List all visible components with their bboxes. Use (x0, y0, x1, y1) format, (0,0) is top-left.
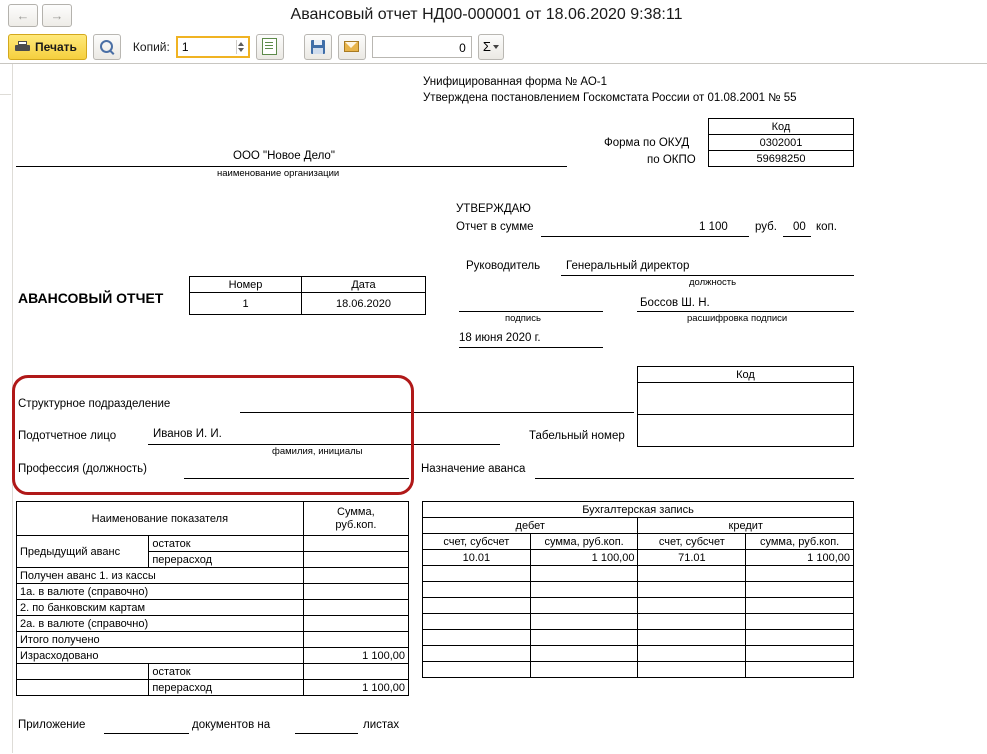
gutter-marker (0, 64, 11, 95)
sum-header-line1: Сумма, (337, 505, 375, 518)
credit-header: кредит (638, 518, 854, 534)
debit-account (423, 598, 531, 614)
table-row (423, 646, 854, 662)
debit-sum (530, 566, 638, 582)
attachment-rule (104, 733, 189, 734)
page-number-field[interactable]: 0 (372, 36, 472, 58)
code2-table (637, 366, 854, 447)
code-header: Код (709, 119, 854, 135)
debit-account (423, 662, 531, 678)
report-sum-value: 1 100 (699, 221, 728, 233)
back-arrow-icon: ← (16, 7, 30, 23)
debit-header: дебет (423, 518, 638, 534)
purpose-label: Назначение аванса (421, 463, 526, 475)
debit-sum (530, 630, 638, 646)
credit-sum (746, 646, 854, 662)
row-value (303, 536, 408, 552)
subdivision-rule (240, 412, 634, 413)
row-value (303, 600, 408, 616)
forward-button[interactable] (42, 4, 72, 27)
copies-label: Копий: (132, 39, 170, 54)
row-sublabel: перерасход (149, 680, 303, 696)
signature-rule (459, 311, 603, 312)
profession-rule (184, 478, 409, 479)
stepper-down-icon[interactable] (238, 48, 244, 52)
row-sublabel: остаток (149, 664, 303, 680)
head-position: Генеральный директор (566, 260, 690, 272)
head-position-rule (561, 275, 854, 276)
table-row (423, 598, 854, 614)
sign-caption: подпись (505, 313, 541, 324)
debit-account (423, 614, 531, 630)
credit-sum (746, 662, 854, 678)
rub-label: руб. (755, 221, 777, 233)
report-sum-label: Отчет в сумме (456, 221, 534, 233)
table-row (17, 616, 409, 632)
print-preview-button[interactable] (93, 34, 121, 60)
accounting-entry-table (422, 501, 854, 678)
accountable-caption: фамилия, инициалы (272, 446, 363, 457)
stepper-up-icon[interactable] (238, 42, 244, 46)
unified-form-text: Унифицированная форма № АО-1 (423, 76, 608, 88)
sheets-rule (295, 733, 358, 734)
credit-sum (746, 598, 854, 614)
number-date-table (189, 276, 426, 315)
row-label: 2а. в валюте (справочно) (17, 616, 304, 632)
printer-icon (15, 41, 30, 53)
accounting-title: Бухгалтерская запись (423, 502, 854, 518)
save-button[interactable] (304, 34, 332, 60)
print-button[interactable] (8, 34, 87, 60)
table-row (17, 680, 409, 696)
table-row (423, 630, 854, 646)
table-row (17, 648, 409, 664)
debit-sum (530, 646, 638, 662)
debit-account-header: счет, субсчет (423, 534, 531, 550)
credit-sum-header: сумма, руб.коп. (746, 534, 854, 550)
credit-account (638, 614, 746, 630)
table-row (17, 632, 409, 648)
number-value: 1 (190, 293, 302, 315)
document-viewport[interactable] (0, 64, 987, 753)
window-title: Авансовый отчет НД00-000001 от 18.06.2020 9:38:11 (290, 6, 683, 23)
sigma-icon: Σ (482, 39, 491, 54)
date-value: 18.06.2020 (302, 293, 426, 315)
send-mail-button[interactable] (338, 34, 366, 60)
position-caption: должность (689, 277, 737, 288)
indicators-table (16, 501, 409, 696)
sum-header-line2: руб.коп. (335, 518, 377, 531)
okud-label: Форма по ОКУД (604, 137, 690, 149)
table-row (17, 600, 409, 616)
row-label: Предыдущий аванс (17, 536, 149, 568)
row-label: Итого получено (17, 632, 304, 648)
head-name: Боссов Ш. Н. (640, 297, 710, 309)
approve-title: УТВЕРЖДАЮ (456, 203, 531, 215)
accountable-label: Подотчетное лицо (18, 430, 117, 442)
back-button[interactable] (8, 4, 38, 27)
organization-caption: наименование организации (217, 168, 340, 179)
table-row (17, 536, 409, 552)
row-label: Израсходовано (17, 648, 304, 664)
row-label: Получен аванс 1. из кассы (17, 568, 304, 584)
debit-account (423, 646, 531, 662)
debit-sum: 1 100,00 (530, 550, 638, 566)
table-row (17, 584, 409, 600)
debit-sum (530, 598, 638, 614)
row-value (303, 616, 408, 632)
copies-stepper[interactable] (236, 40, 245, 54)
report-sum-rule-1 (541, 236, 749, 237)
accountable-value: Иванов И. И. (153, 428, 222, 440)
edit-document-button[interactable] (256, 34, 284, 60)
forward-arrow-icon: → (50, 7, 64, 23)
save-icon (311, 40, 325, 54)
debit-account (423, 630, 531, 646)
document-date: 18 июня 2020 г. (459, 332, 541, 344)
debit-sum-header: сумма, руб.коп. (530, 534, 638, 550)
credit-account: 71.01 (638, 550, 746, 566)
sheets-label: листах (363, 719, 400, 731)
row-label: 2. по банковским картам (17, 600, 304, 616)
name-decode-caption: расшифровка подписи (687, 313, 788, 324)
row-value (303, 584, 408, 600)
row-value (303, 568, 408, 584)
credit-account (638, 598, 746, 614)
okpo-value: 59698250 (709, 151, 854, 167)
number-header: Номер (190, 277, 302, 293)
table-row (423, 614, 854, 630)
kop-value: 00 (793, 221, 806, 233)
credit-sum (746, 630, 854, 646)
magnifier-icon (100, 40, 113, 53)
attachment-label: Приложение (18, 719, 86, 731)
indicator-header: Наименование показателя (17, 502, 304, 536)
credit-sum: 1 100,00 (746, 550, 854, 566)
debit-account: 10.01 (423, 550, 531, 566)
credit-sum (746, 566, 854, 582)
row-value: 1 100,00 (303, 680, 408, 696)
head-label: Руководитель (466, 260, 541, 272)
documents-on-label: документов на (192, 719, 271, 731)
debit-sum (530, 662, 638, 678)
credit-account (638, 566, 746, 582)
copies-input[interactable] (178, 37, 230, 57)
row-value (303, 552, 408, 568)
row-sublabel: остаток (149, 536, 303, 552)
table-row (423, 550, 854, 566)
organization-rule (16, 166, 567, 167)
table-row (17, 568, 409, 584)
credit-sum (746, 614, 854, 630)
profession-label: Профессия (должность) (18, 463, 147, 475)
row-value: 1 100,00 (303, 648, 408, 664)
purpose-rule (535, 478, 854, 479)
kop-label: коп. (816, 221, 837, 233)
row-label: 1а. в валюте (справочно) (17, 584, 304, 600)
row-value (303, 664, 408, 680)
chevron-down-icon (493, 45, 499, 49)
row-label (17, 664, 149, 680)
credit-account (638, 662, 746, 678)
date-header: Дата (302, 277, 426, 293)
mail-icon (344, 41, 359, 52)
credit-account (638, 646, 746, 662)
table-row (17, 664, 409, 680)
debit-sum (530, 614, 638, 630)
toolbar (0, 30, 987, 64)
credit-sum (746, 582, 854, 598)
report-sum-rule-2 (783, 236, 811, 237)
row-label (17, 680, 149, 696)
credit-account (638, 630, 746, 646)
subdivision-label: Структурное подразделение (18, 398, 171, 410)
table-row (423, 566, 854, 582)
approved-by-text: Утверждена постановлением Госкомстата России от 01.08.2001 № 55 (423, 92, 797, 104)
date-rule (459, 347, 603, 348)
printed-form (0, 64, 987, 753)
table-row (423, 582, 854, 598)
organization-name: ООО "Новое Дело" (233, 150, 335, 162)
copies-input-wrapper[interactable] (176, 36, 250, 58)
credit-account-header: счет, субсчет (638, 534, 746, 550)
code-table (708, 118, 854, 167)
row-sublabel: перерасход (149, 552, 303, 568)
document-title: АВАНСОВЫЙ ОТЧЕТ (18, 290, 164, 306)
table-row (423, 662, 854, 678)
code2-cell-2 (638, 415, 854, 447)
debit-sum (530, 582, 638, 598)
row-value (303, 632, 408, 648)
edit-document-icon (262, 38, 277, 55)
debit-account (423, 582, 531, 598)
sum-header (303, 502, 408, 536)
left-gutter (0, 64, 13, 753)
code2-cell-1 (638, 383, 854, 415)
debit-account (423, 566, 531, 582)
credit-account (638, 582, 746, 598)
sum-button[interactable] (478, 34, 504, 60)
accountable-rule (148, 444, 500, 445)
code2-header: Код (638, 367, 854, 383)
name-decode-rule (637, 311, 854, 312)
okpo-label: по ОКПО (647, 154, 696, 166)
print-button-label: Печать (35, 39, 77, 54)
tab-number-label: Табельный номер (529, 430, 625, 442)
window-title-bar (0, 0, 987, 30)
okud-value: 0302001 (709, 135, 854, 151)
